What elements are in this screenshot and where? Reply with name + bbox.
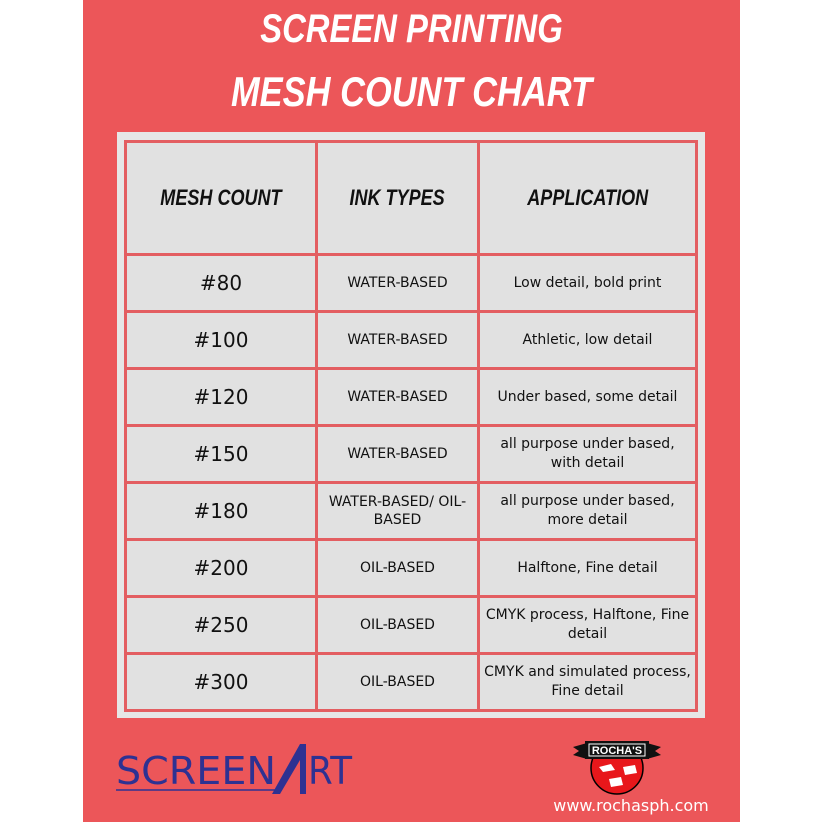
svg-text:SCREEN: SCREEN [116,749,276,793]
table-row [126,312,697,369]
website-url: www.rochasph.com [553,796,709,815]
mesh-cell: #180 [126,483,317,540]
mesh-cell: #300 [126,654,317,711]
mesh-cell: #100 [126,312,317,369]
application-cell: Athletic, low detail [479,312,697,369]
poster [83,0,740,822]
table-row [126,597,697,654]
application-cell: all purpose under based, more detail [479,483,697,540]
ink-cell: OIL-BASED [317,597,479,654]
table-row [126,426,697,483]
svg-text:ROCHA'S: ROCHA'S [591,745,643,757]
mesh-cell: #250 [126,597,317,654]
mesh-cell: #200 [126,540,317,597]
ink-cell: WATER-BASED [317,312,479,369]
ink-cell: WATER-BASED [317,369,479,426]
ink-cell: OIL-BASED [317,654,479,711]
rochas-logo-icon [571,737,663,795]
application-cell: all purpose under based, with detail [479,426,697,483]
application-cell: Low detail, bold print [479,255,697,312]
table-frame [117,132,705,718]
application-cell: CMYK and simulated process, Fine detail [479,654,697,711]
table-row [126,654,697,711]
ink-cell: WATER-BASED [317,426,479,483]
table-row [126,540,697,597]
title-line-2: MESH COUNT CHART [230,68,592,115]
mesh-count-table [124,140,698,712]
svg-text:RT: RT [308,749,353,793]
mesh-cell: #80 [126,255,317,312]
application-cell: Under based, some detail [479,369,697,426]
screenart-logo-icon [114,740,354,795]
table-row [126,369,697,426]
application-cell: CMYK process, Halftone, Fine detail [479,597,697,654]
title-line-1: SCREEN PRINTING [260,7,563,51]
table-header-row [126,142,697,255]
column-header-ink-types: INK TYPES [317,142,479,255]
table-row [126,483,697,540]
mesh-cell: #150 [126,426,317,483]
mesh-cell: #120 [126,369,317,426]
ink-cell: OIL-BASED [317,540,479,597]
application-cell: Halftone, Fine detail [479,540,697,597]
ink-cell: WATER-BASED [317,255,479,312]
ink-cell: WATER-BASED/ OIL-BASED [317,483,479,540]
column-header-mesh-count: MESH COUNT [126,142,317,255]
column-header-application: APPLICATION [479,142,697,255]
table-row [126,255,697,312]
